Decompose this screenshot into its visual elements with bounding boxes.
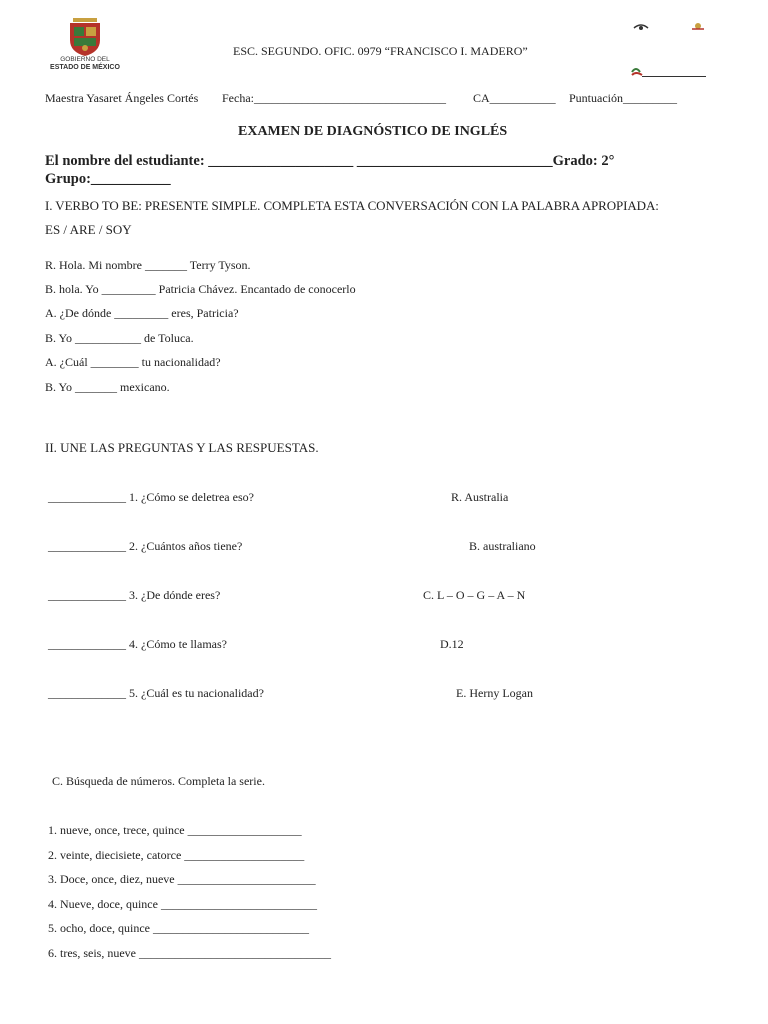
section2-title: II. UNE LAS PREGUNTAS Y LAS RESPUESTAS. — [45, 440, 319, 455]
section1-options: ES / ARE / SOY — [45, 222, 132, 237]
match-question[interactable]: _____________ 1. ¿Cómo se deletrea eso? — [48, 490, 254, 504]
page-title: EXAMEN DE DIAGNÓSTICO DE INGLÉS — [238, 124, 508, 139]
section3-title: C. Búsqueda de números. Completa la serie. — [52, 774, 265, 788]
dialogue-line[interactable]: A. ¿De dónde _________ eres, Patricia? — [45, 306, 239, 320]
corner-mark-icon — [632, 22, 650, 32]
number-series-line[interactable]: 4. Nueve, doce, quince __________________________ — [48, 897, 317, 911]
puntuacion-field[interactable]: Puntuación_________ — [569, 91, 677, 105]
gov-line2: ESTADO DE MÉXICO — [50, 64, 120, 71]
match-answer: R. Australia — [451, 490, 509, 504]
dialogue-line[interactable]: A. ¿Cuál ________ tu nacionalidad? — [45, 355, 221, 369]
match-answer: D.12 — [440, 637, 464, 651]
match-question[interactable]: _____________ 5. ¿Cuál es tu nacionalidad? — [48, 686, 264, 700]
dialogue-line[interactable]: B. hola. Yo _________ Patricia Chávez. Encantado de conocerlo — [45, 282, 356, 296]
number-series-line[interactable]: 2. veinte, diecisiete, catorce ____________________ — [48, 848, 305, 862]
match-question[interactable]: _____________ 3. ¿De dónde eres? — [48, 588, 221, 602]
teacher-name: Maestra Yasaret Ángeles Cortés — [45, 91, 199, 105]
grupo-field[interactable]: Grupo:___________ — [45, 171, 171, 187]
fecha-field[interactable]: Fecha:________________________________ — [222, 91, 446, 105]
match-answer: C. L – O – G – A – N — [423, 588, 526, 602]
match-question[interactable]: _____________ 4. ¿Cómo te llamas? — [48, 637, 227, 651]
corner-flag-icon — [630, 66, 708, 78]
dialogue-line[interactable]: B. Yo ___________ de Toluca. — [45, 331, 194, 345]
ca-field[interactable]: CA___________ — [473, 91, 556, 105]
gov-line1: GOBIERNO DEL — [60, 56, 110, 63]
number-series-line[interactable]: 6. tres, seis, nueve ________________________________ — [48, 946, 331, 960]
shield-icon — [40, 16, 130, 58]
number-series-line[interactable]: 1. nueve, once, trece, quince ___________________ — [48, 823, 302, 837]
number-series-line[interactable]: 3. Doce, once, diez, nueve _______________________ — [48, 872, 316, 886]
corner-flower-icon — [690, 21, 706, 31]
match-question[interactable]: _____________ 2. ¿Cuántos años tiene? — [48, 539, 243, 553]
student-name-field[interactable]: El nombre del estudiante: ____________________ ___________________________Grado: 2° — [45, 153, 615, 169]
match-answer: E. Herny Logan — [456, 686, 533, 700]
match-answer: B. australiano — [469, 539, 536, 553]
dialogue-line[interactable]: R. Hola. Mi nombre _______ Terry Tyson. — [45, 258, 251, 272]
gobierno-logo — [40, 16, 130, 76]
section1-title: I. VERBO TO BE: PRESENTE SIMPLE. COMPLETA ESTA CONVERSACIÓN CON LA PALABRA APROPIADA: — [45, 198, 659, 213]
school-name: ESC. SEGUNDO. OFIC. 0979 “FRANCISCO I. MADERO” — [233, 44, 528, 58]
dialogue-line[interactable]: B. Yo _______ mexicano. — [45, 380, 170, 394]
number-series-line[interactable]: 5. ocho, doce, quince __________________________ — [48, 921, 309, 935]
